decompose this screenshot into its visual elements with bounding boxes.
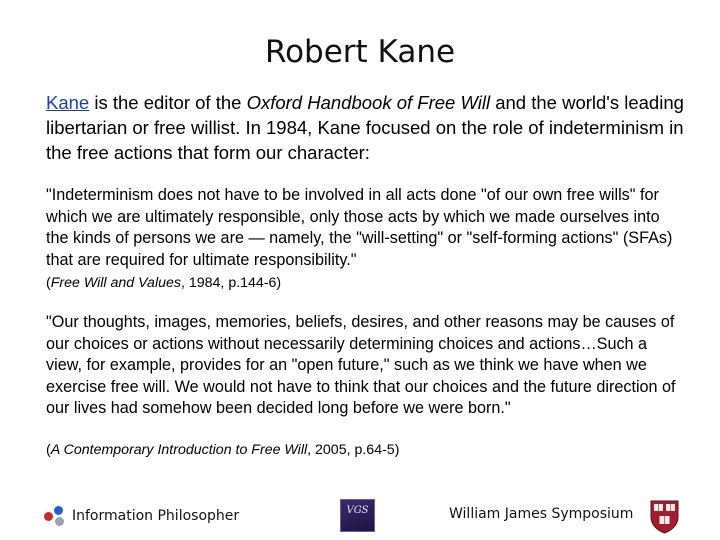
quote-1: "Indeterminism does not have to be involved in all acts done "of our own free wills" for which we are ultimately responsible, only those acts by which we made ourselves into the kinds of persons we are — namely, the "will-setting" or "self-forming actions" (SFAs) that are required for ultimate responsibility." [46,186,673,269]
citation-2 [46,441,399,459]
kane-link[interactable]: Kane [46,92,90,113]
citation-1-rest: , 1984, p.144-6) [180,275,282,291]
information-philosopher-label: Information Philosopher [72,508,240,524]
slide-title: Robert Kane [264,34,456,70]
red-dot-icon [44,512,53,521]
gray-dot-icon [55,517,64,526]
information-philosopher-logo-icon [42,503,68,529]
william-james-symposium-label: William James Symposium [449,506,634,522]
citation-2-rest: , 2005, p.64-5) [307,442,400,458]
vgs-logo-subtext [341,522,374,525]
vgs-logo-icon [340,499,375,532]
book-title: Oxford Handbook of Free Will [246,92,491,113]
intro-paragraph [46,90,686,165]
citation-1-work: Free Will and Values [50,275,181,291]
quote-2: "Our thoughts, images, memories, beliefs, desires, and other reasons may be causes of our choices or actions without necessarily determining choices and actions…Such a view, for example, provides for an "open future," such as we think we have when we exercise free will. We would not have to think that our choices and the future direction of our lives had somehow been decided long before we were born." [46,313,676,418]
intro-text-b: and the world's leading libertarian or free willist. In 1984, Kane focused on the role of indeterminism in the free actions that form our character: [46,92,684,163]
blue-dot-icon [54,506,63,515]
citation-2-open: ( [46,442,51,458]
information-philosopher-footer [42,503,239,529]
harvard-shield-icon [650,500,679,534]
citation-2-work: A Contemporary Introduction to Free Will [50,442,308,458]
vgs-logo-text: VGS [346,505,369,516]
intro-text-a: is the editor of the [89,92,247,113]
citation-1 [46,274,281,292]
citation-1-open: ( [46,275,51,291]
